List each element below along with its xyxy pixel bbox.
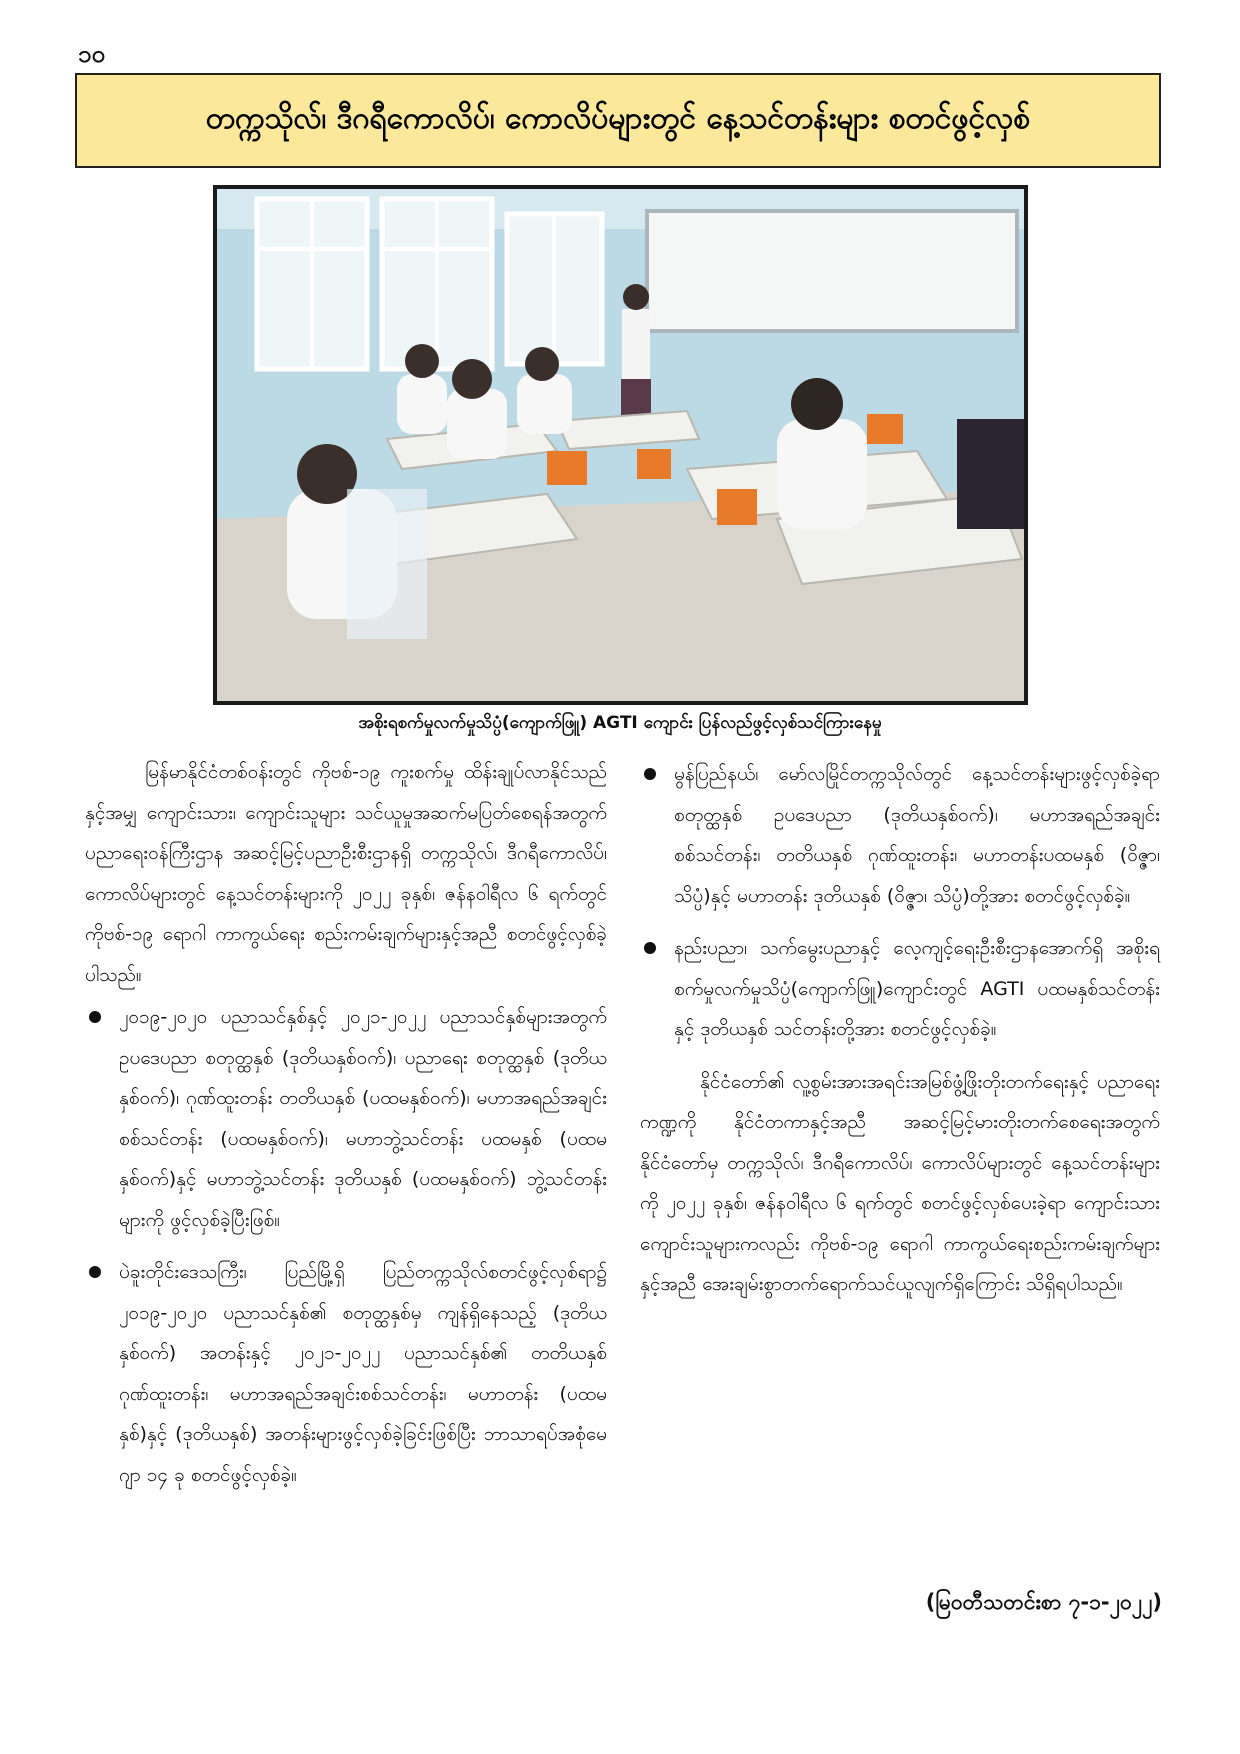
closing-paragraph: နိုင်ငံတော်၏ လူ့စွမ်းအားအရင်းအမြစ်ဖွံ့ဖြိုးတိုးတက်ရေးနှင့် ပညာရေးကဏ္ဍကို နိုင်ငံတကာနှင့်အညီ အဆင့်မြင့်မားတိုးတက်စေရေးအတွက် နိုင်ငံတော်မှ တက္ကသိုလ်၊ ဒီဂရီကောလိပ်၊ ကောလိပ်များတွင် နေ့သင်တန်းများကို ၂၀၂၂ ခုနှစ်၊ ဇန်နဝါရီလ ၆ ရက်တွင် စတင်ဖွင့်လှစ်ပေးခဲ့ရာ ကျောင်းသားကျောင်းသူများကလည်း ကိုဗစ်-၁၉ ရောဂါ ကာကွယ်ရေးစည်းကမ်းချက်များနှင့်အညီ အေးချမ်းစွာတက်ရောက်သင်ယူလျက်ရှိကြောင်း သိရှိရပါသည်။ xyxy=(640,1070,1160,1295)
classroom-photo xyxy=(213,185,1028,705)
bullet-item xyxy=(640,928,1160,1050)
bullet-icon xyxy=(644,768,656,780)
right-column xyxy=(640,752,1160,1305)
bullet-text: ၂၀၁၉-၂၀၂၀ ပညာသင်နှစ်နှင့် ၂၀၂၁-၂၀၂၂ ပညာသင်နှစ်များအတွက် ဥပဒေပညာ စတုတ္ထနှစ် (ဒုတိယနှစ်ဝက်)၊ ပညာရေး စတုတ္ထနှစ် (ဒုတိယနှစ်ဝက်)၊ ဂုဏ်ထူးတန်း တတိယနှစ် (ပထမနှစ်ဝက်)၊ မဟာအရည်အချင်းစစ်သင်တန်း (ပထမနှစ်ဝက်)၊ မဟာဘွဲ့သင်တန်း ပထမနှစ် (ပထမနှစ်ဝက်)နှင့် မဟာဘွဲ့သင်တန်း ဒုတိယနှစ် (ပထမနှစ်ဝက်) ဘွဲ့သင်တန်းများကို ဖွင့်လှစ်ခဲ့ပြီးဖြစ်။ xyxy=(119,1006,607,1231)
bullet-item xyxy=(85,1252,607,1495)
article-title: တက္ကသိုလ်၊ ဒီဂရီကောလိပ်၊ ကောလိပ်များတွင် နေ့သင်တန်းများ စတင်ဖွင့်လှစ် xyxy=(205,101,1031,136)
bullet-text: ပဲခူးတိုင်းဒေသကြီး၊ ပြည်မြို့ရှိ ပြည်တက္ကသိုလ်စတင်ဖွင့်လှစ်ရာ၌ ၂၀၁၉-၂၀၂၀ ပညာသင်နှစ်၏ စတုတ္ထနှစ်မှ ကျန်ရှိနေသည့် (ဒုတိယနှစ်ဝက်) အတန်းနှင့် ၂၀၂၁-၂၀၂၂ ပညာသင်နှစ်၏ တတိယနှစ် ဂုဏ်ထူးတန်း၊ မဟာအရည်အချင်းစစ်သင်တန်း၊ မဟာတန်း (ပထမနှစ်)နှင့် (ဒုတိယနှစ်) အတန်းများဖွင့်လှစ်ခဲ့ခြင်းဖြစ်ပြီး ဘာသာရပ်အစုံမေဂျာ ၁၄ ခု စတင်ဖွင့်လှစ်ခဲ့။ xyxy=(119,1261,607,1486)
classroom-illustration xyxy=(217,189,1024,701)
bullet-icon xyxy=(89,1266,101,1278)
title-banner xyxy=(75,73,1161,168)
bullet-text: မွန်ပြည်နယ်၊ မော်လမြိုင်တက္ကသိုလ်တွင် နေ့သင်တန်းများဖွင့်လှစ်ခဲ့ရာ စတုတ္ထနှစ် ဥပဒေပညာ (ဒုတိယနှစ်ဝက်)၊ မဟာအရည်အချင်းစစ်သင်တန်း၊ တတိယနှစ် ဂုဏ်ထူးတန်း၊ မဟာတန်းပထမနှစ် (ဝိဇ္ဇာ၊ သိပ္ပံ)နှင့် မဟာတန်း ဒုတိယနှစ် (ဝိဇ္ဇာ၊ သိပ္ပံ)တို့အား စတင်ဖွင့်လှစ်ခဲ့။ xyxy=(674,763,1160,907)
page-number: ၁၀ xyxy=(78,40,105,68)
bullet-item xyxy=(85,997,607,1240)
bullet-text: နည်းပညာ၊ သက်မွေးပညာနှင့် လေ့ကျင့်ရေးဦးစီးဌာနအောက်ရှိ အစိုးရစက်မှုလက်မှုသိပ္ပံ(ကျောက်ဖြူ)ကျောင်းတွင် AGTI ပထမနှစ်သင်တန်းနှင့် ဒုတိယနှစ် သင်တန်းတို့အား စတင်ဖွင့်လှစ်ခဲ့။ xyxy=(674,937,1160,1040)
bullet-item xyxy=(640,754,1160,916)
intro-paragraph: မြန်မာနိုင်ငံတစ်ဝန်းတွင် ကိုဗစ်-၁၉ ကူးစက်မှု ထိန်းချုပ်လာနိုင်သည်နှင့်အမျှ ကျောင်းသား၊ ကျောင်းသူများ သင်ယူမှုအဆက်မပြတ်စေရန်အတွက် ပညာရေးဝန်ကြီးဌာန အဆင့်မြင့်ပညာဦးစီးဌာနရှိ တက္ကသိုလ်၊ ဒီဂရီကောလိပ်၊ ကောလိပ်များတွင် နေ့သင်တန်းများကို ၂၀၂၂ ခုနှစ်၊ ဇန်နဝါရီလ ၆ ရက်တွင် ကိုဗစ်-၁၉ ရောဂါ ကာကွယ်ရေး စည်းကမ်းချက်များနှင့်အညီ စတင်ဖွင့်လှစ်ခဲ့ပါသည်။ xyxy=(85,761,607,986)
photo-caption: အစိုးရစက်မှုလက်မှုသိပ္ပံ(ကျောက်ဖြူ) AGTI ကျောင်း ပြန်လည်ဖွင့်လှစ်သင်ကြားနေမှု xyxy=(358,713,882,733)
left-column xyxy=(85,752,607,1507)
source-citation: (မြဝတီသတင်းစာ ၇-၁-၂၀၂၂) xyxy=(925,1590,1162,1614)
bullet-icon xyxy=(89,1011,101,1023)
bullet-icon xyxy=(644,942,656,954)
